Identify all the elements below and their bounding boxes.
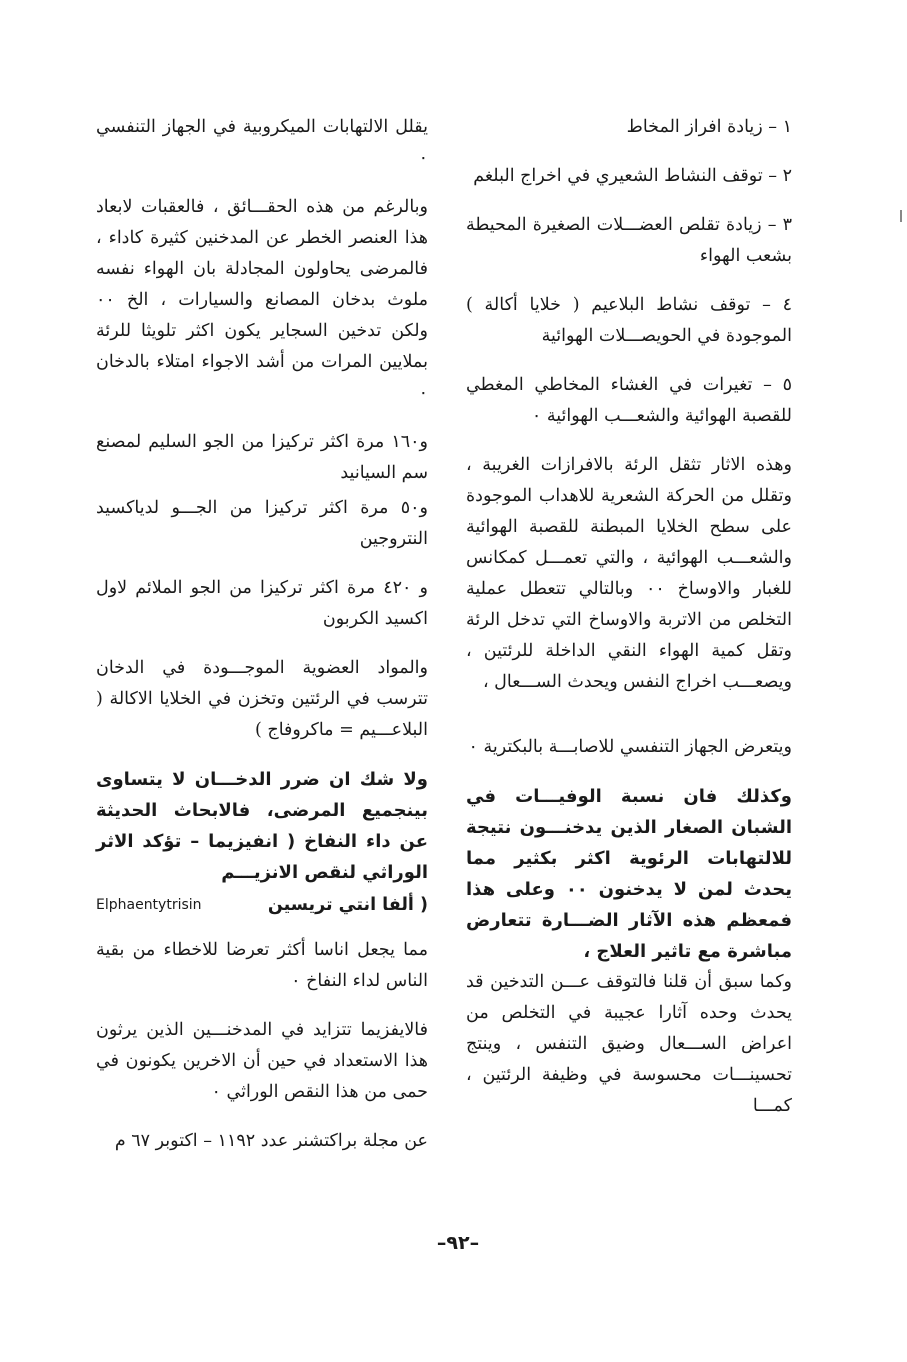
list-item-1: ١ – زيادة افراز المخاط <box>626 117 792 137</box>
paragraph-nitrogen: و٥٠ مرة اكثر تركيزا من الجـــو لدياكسيد النتروجين <box>96 498 428 549</box>
right-column <box>466 112 792 1140</box>
enzyme-latin: Elphaentytrisin <box>96 897 202 913</box>
paragraph-obstacles: وبالرغم من هذه الحقـــائق ، فالعقبات لابعاد هذا العنصر الخطر عن المدخنين كثيرة كاداء ، فالمرضى يحاولون المجادلة بان الهواء نفسه ملوث بدخان المصانع والسيارات ، الخ ٠٠ ولكن تدخين السجاير يكون اكثر تلويثا للرئة بملايين المرات من أشد الاجواء امتلاء بالدخان ٠ <box>96 197 428 403</box>
page-number: –٩٢– <box>436 1232 480 1254</box>
paragraph-genetic-bold: ولا شك ان ضرر الدخـــان لا يتساوى بينجميع المرضى، فالابحاث الحديثة عن داء النفاخ ( انفيزيما – تؤكد الاثر الوراثي لنقص الانزيـــم <box>96 769 428 883</box>
paragraph-mortality-bold: وكذلك فان نسبة الوفيـــات في الشبان الصغار الذين يدخنـــون نتيجة للالتهابات الرئوية اكثر بكثير مما يحدث لمن لا يدخنون ٠٠ وعلى هذا فمعظم هذه الآثار الضـــارة تتعارض مباشرة مع تاثير العلاج ، <box>466 786 792 962</box>
list-item-2: ٢ – توقف النشاط الشعيري في اخراج البلغم <box>473 166 792 186</box>
paragraph-quitting: وكما سبق أن قلنا فالتوقف عـــن التدخين قد يحدث وحده آثارا عجيبة في التخلص من اعراض الســـعال وضيق التنفس ، وينتج تحسينـــات محسوسة في وظيفة الرئتين ، كمـــا <box>466 972 792 1116</box>
left-column <box>96 112 428 1175</box>
paragraph-bacteria: ويتعرض الجهاز التنفسي للاصابـــة بالبكترية ٠ <box>468 737 792 757</box>
paragraph-effects: وهذه الاثار تثقل الرئة بالافرازات الغريبة ، وتقلل من الحركة الشعرية للاهداب الموجودة على سطح الخلايا المبطنة للقصبة الهوائية والشعـــب الهوائية ، والتي تعمـــل كمكانس للغبار والاوساخ ٠٠ وبالتالي تتعطل عملية التخلص من الاتربة والاوساخ التي تدخل الرئة وتقل كمية الهواء النقي الداخلة للرئتين ، ويصعـــب اخراج النفس ويحدث الســـعال ، <box>466 455 792 692</box>
paragraph-emphysema: فالايفزيما تتزايد في المدخنـــين الذين يرثون هذا الاستعداد في حين أن الاخرين يكونون في حمى من هذا النقص الوراثي ٠ <box>96 1020 428 1102</box>
source-citation: عن مجلة براكتشنر عدد ١١٩٢ – اكتوبر ٦٧ م <box>114 1131 428 1151</box>
enzyme-name-line <box>96 890 428 921</box>
paragraph-infections: يقلل الالتهابات الميكروبية في الجهاز التنفسي ٠ <box>96 117 428 168</box>
list-item-5: ٥ – تغيرات في الغشاء المخاطي المغطي للقصبة الهوائية والشعـــب الهوائية ٠ <box>466 375 792 426</box>
list-item-4: ٤ – توقف نشاط البلاعيم ( خلايا أكالة ) الموجودة في الحويصـــلات الهوائية <box>466 295 792 346</box>
paragraph-cyanide: و١٦٠ مرة اكثر تركيزا من الجو السليم لمصنع سم السيانيد <box>96 432 428 483</box>
list-item-3: ٣ – زيادة تقلص العضـــلات الصغيرة المحيطة بشعب الهواء <box>466 215 792 266</box>
paragraph-exposure: مما يجعل اناسا أكثر تعرضا للاخطاء من بقية الناس لداء النفاخ ٠ <box>96 940 428 991</box>
enzyme-arabic: ( ألفا انتي تريسين <box>267 895 428 915</box>
margin-mark <box>900 210 902 222</box>
paragraph-carbon: و ٤٢٠ مرة اكثر تركيزا من الجو الملائم لاول اكسيد الكربون <box>96 578 428 629</box>
paragraph-organic: والمواد العضوية الموجـــودة في الدخان تترسب في الرئتين وتخزن في الخلايا الاكالة ( البلاعـــيم = ماكروفاج ) <box>96 658 428 740</box>
